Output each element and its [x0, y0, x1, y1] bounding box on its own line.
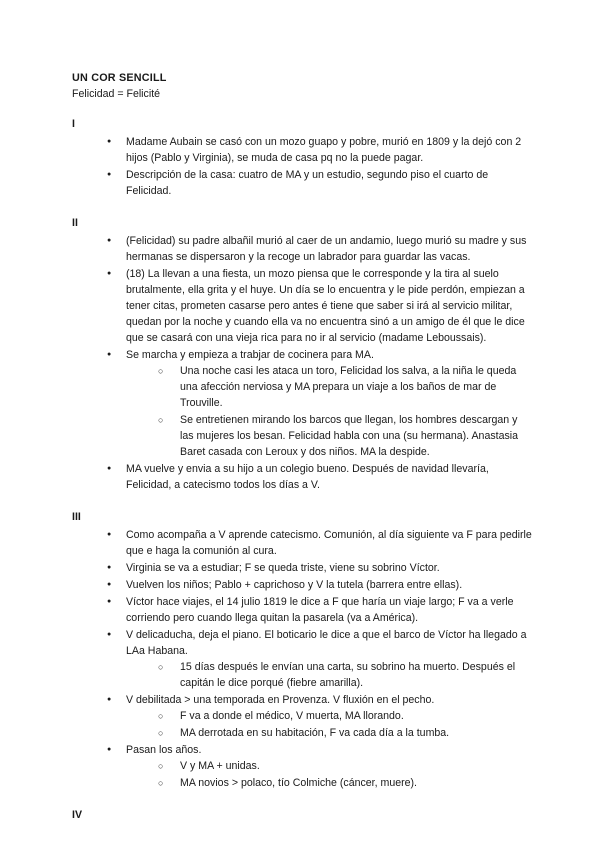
list-item-text: ● Descripción de la casa: cuatro de MA y un estudio, segundo piso el cuarto de Felicidad.	[126, 169, 489, 197]
list-item	[72, 527, 532, 559]
list-item-text: ● Virginia se va a estudiar; F se queda triste, viene su sobrino Víctor.	[126, 562, 440, 574]
list-item-text: ● Víctor hace viajes, el 14 julio 1819 le dice a F que haría un viaje largo; F va a verle corriendo pero cuando llega quitan la pasarela (va a América).	[126, 596, 514, 624]
sub-list-item: ○ 15 días después le envían una carta, su sobrino ha muerto. Después el capitán le dice porqué (fiebre amarilla).	[72, 659, 532, 691]
sub-bullet-list	[126, 758, 532, 791]
list-item	[72, 742, 532, 791]
bullet-list	[72, 134, 532, 199]
sub-list-item: ○ Se entretienen mirando los barcos que llegan, los hombres descargan y las mujeres los besan. Felicidad habla con una (su hermana). Anastasia Baret casada con Leroux y dos niños. MA la despide.	[72, 412, 532, 460]
section-heading: IV	[72, 809, 83, 821]
section-heading: III	[72, 511, 81, 523]
list-item	[72, 167, 532, 199]
section-heading: II	[72, 217, 78, 229]
list-item	[72, 266, 532, 346]
list-item-text: ● V delicaducha, deja el piano. El boticario le dice a que el barco de Víctor ha llegado a LAa Habana.	[126, 629, 527, 657]
list-item	[72, 347, 532, 460]
sub-list-item: ○ Una noche casi les ataca un toro, Felicidad los salva, a la niña le queda una afección nerviosa y MA prepara un viaje a los baños de mar de Trouville.	[72, 363, 532, 411]
list-item-text: ● Pasan los años.	[126, 744, 202, 756]
list-item	[72, 134, 532, 166]
list-item	[72, 560, 532, 576]
document-subtitle: Felicidad = Felicité	[72, 88, 161, 100]
sub-list-item: ○ V y MA + unidas.	[72, 758, 532, 774]
sections-container	[72, 116, 532, 823]
list-item	[72, 461, 532, 493]
list-item-text: ● Vuelven los niños; Pablo + caprichoso y V la tutela (barrera entre ellas).	[126, 579, 463, 591]
list-item	[72, 692, 532, 741]
list-item	[72, 233, 532, 265]
sub-bullet-list	[126, 659, 532, 691]
sub-bullet-list	[126, 363, 532, 460]
section-heading: I	[72, 118, 75, 130]
bullet-list	[72, 233, 532, 493]
list-item-text: ● (18) La llevan a una fiesta, un mozo piensa que le corresponde y la tira al suelo brutalmente, ella grita y el huye. Un día se lo encuentra y le pide perdón, empiezan a tener citas, prometen casarse pero antes é tiene que saber si irá al servicio militar, quedan por la noche y cuando ella va no encuentra sinó a un amigo de él que le dice que se casará con una vieja rica para no ir al servicio (madame Leboussais).	[126, 268, 525, 344]
list-item	[72, 577, 532, 593]
sub-list-item: ○ F va a donde el médico, V muerta, MA llorando.	[72, 708, 532, 724]
section-ii	[72, 215, 532, 493]
bullet-list	[72, 527, 532, 791]
list-item-text: ● MA vuelve y envia a su hijo a un colegio bueno. Después de navidad llevaría, Felicidad, a catecismo todos los días a V.	[126, 463, 489, 491]
list-item-text: ● Se marcha y empieza a trabjar de cocinera para MA.	[126, 349, 374, 361]
list-item-text: ● Como acompaña a V aprende catecismo. Comunión, al día siguiente va F para pedirle que e haga la comunión al cura.	[126, 529, 532, 557]
section-iv	[72, 807, 532, 823]
list-item	[72, 594, 532, 626]
list-item-text: ● Madame Aubain se casó con un mozo guapo y pobre, murió en 1809 y la dejó con 2 hijos (Pablo y Virginia), se muda de casa pq no la puede pagar.	[126, 136, 522, 164]
document-page	[72, 70, 532, 839]
list-item-text: ● (Felicidad) su padre albañil murió al caer de un andamio, luego murió su madre y sus hermanas se dispersaron y la recoge un labrador para guardar las vacas.	[126, 235, 527, 263]
section-iii	[72, 509, 532, 791]
document-title: UN COR SENCILL	[72, 72, 167, 84]
sub-list-item: ○ MA derrotada en su habitación, F va cada día a la tumba.	[72, 725, 532, 741]
section-i	[72, 116, 532, 199]
list-item-text: ● V debilitada > una temporada en Provenza. V fluxión en el pecho.	[126, 694, 435, 706]
sub-bullet-list	[126, 708, 532, 741]
sub-list-item: ○ MA novios > polaco, tío Colmiche (cáncer, muere).	[72, 775, 532, 791]
list-item	[72, 627, 532, 691]
